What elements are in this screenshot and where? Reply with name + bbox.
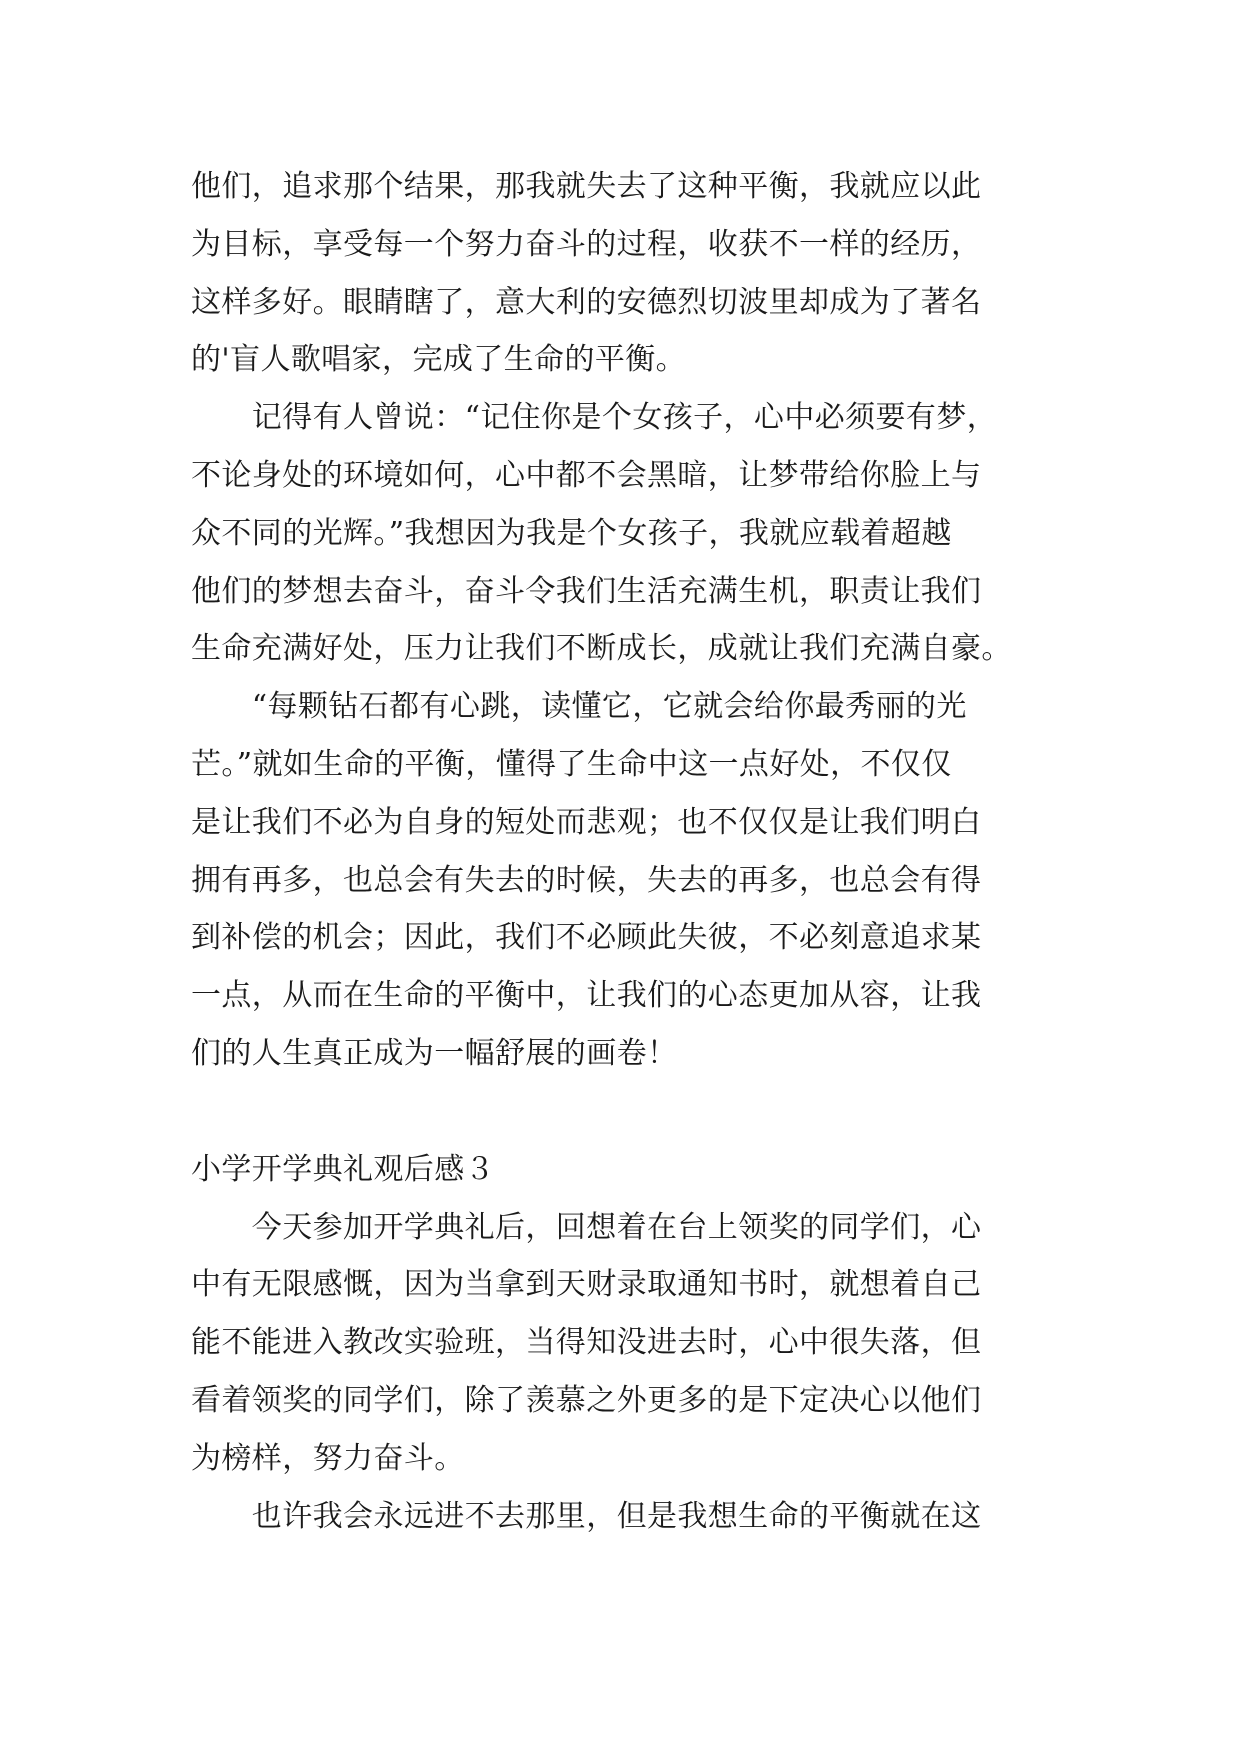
- text-line: 到补偿的机会；因此，我们不必顾此失彼，不必刻意追求某: [191, 920, 982, 956]
- text-line: 的'盲人歌唱家，完成了生命的平衡。: [191, 342, 687, 378]
- text-line: 是让我们不必为自身的短处而悲观；也不仅仅是让我们明白: [191, 804, 982, 840]
- text-line: 能不能进入教改实验班，当得知没进去时，心中很失落，但: [191, 1325, 982, 1361]
- text-line: 看着领奖的同学们，除了羡慕之外更多的是下定决心以他们: [191, 1382, 982, 1418]
- text-line: 也许我会永远进不去那里，但是我想生命的平衡就在这: [191, 1498, 982, 1534]
- document-page: [191, 158, 1053, 1545]
- body-text-part2: [191, 1199, 1053, 1546]
- text-line: 中有无限感慨，因为当拿到天财录取通知书时，就想着自己: [191, 1267, 982, 1303]
- text-line: 一点，从而在生命的平衡中，让我们的心态更加从容，让我: [191, 978, 982, 1014]
- text-line: 他们，追求那个结果，那我就失去了这种平衡，我就应以此: [191, 169, 982, 204]
- text-line: 们的人生真正成为一幅舒展的画卷！: [191, 1035, 678, 1071]
- text-line: 为榜样，努力奋斗。: [191, 1440, 465, 1476]
- text-line: 众不同的光辉。”我想因为我是个女孩子，我就应载着超越: [191, 515, 952, 551]
- body-text-part1: [191, 158, 1053, 1083]
- section-title: 小学开学典礼观后感３: [191, 1151, 495, 1187]
- text-line: 芒。”就如生命的平衡，懂得了生命中这一点好处，不仅仅: [191, 746, 952, 782]
- text-line: 这样多好。眼睛瞎了，意大利的安德烈切波里却成为了著名: [191, 284, 982, 320]
- text-line: “每颗钻石都有心跳，读懂它，它就会给你最秀丽的光: [191, 689, 967, 725]
- text-line: 他们的梦想去奋斗，奋斗令我们生活充满生机，职责让我们: [191, 573, 982, 609]
- text-line: 今天参加开学典礼后，回想着在台上领奖的同学们，心: [191, 1209, 982, 1245]
- text-line: 为目标，享受每一个努力奋斗的过程，收获不一样的经历，: [191, 226, 982, 262]
- text-line: 记得有人曾说：“记住你是个女孩子，心中必须要有梦，: [191, 400, 998, 436]
- section-spacer: [191, 1083, 1053, 1141]
- text-line: 拥有再多，也总会有失去的时候，失去的再多，也总会有得: [191, 862, 982, 898]
- text-line: 不论身处的环境如何，心中都不会黑暗，让梦带给你脸上与: [191, 457, 982, 493]
- text-line: 生命充满好处，压力让我们不断成长，成就让我们充满自豪。: [191, 631, 1012, 667]
